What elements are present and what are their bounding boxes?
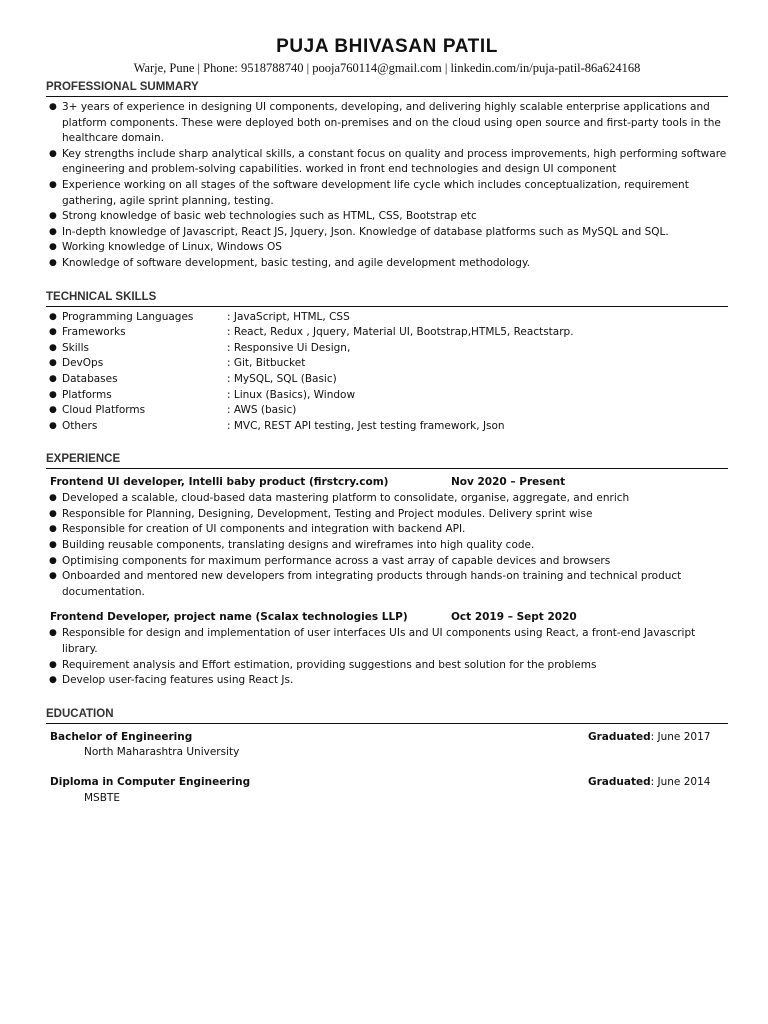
skill-name: Cloud Platforms <box>62 404 146 417</box>
list-item: ● Building reusable components, translating designs and wireframes into high quality code. <box>46 538 728 554</box>
bullet-icon: ● <box>49 628 57 639</box>
skill-row <box>46 388 728 404</box>
skill-row <box>46 341 728 357</box>
skill-value: : MVC, REST API testing, Jest testing framework, Json <box>227 419 505 432</box>
bullet-icon: ● <box>49 540 57 551</box>
section-divider <box>46 468 728 469</box>
skill-name: Platforms <box>62 388 112 401</box>
bullet-icon: ● <box>49 211 57 222</box>
skill-name: DevOps <box>62 357 104 370</box>
skill-value: : Git, Bitbucket <box>227 357 306 370</box>
degree-name: Diploma in Computer Engineering <box>50 776 251 788</box>
school-name: North Maharashtra University <box>84 746 240 759</box>
bullet-icon: ● <box>49 102 57 112</box>
job-role: Frontend UI developer, Intelli baby product (firstcry.com) <box>50 476 389 489</box>
bullet-icon: ● <box>49 493 57 504</box>
bullet-icon: ● <box>49 148 57 159</box>
skill-name: Others <box>62 419 98 432</box>
section-title-summary: PROFESSIONAL SUMMARY <box>46 81 199 93</box>
bullet-icon: ● <box>49 179 57 190</box>
skill-value: : MySQL, SQL (Basic) <box>227 372 337 385</box>
bullet-icon: ● <box>49 358 57 369</box>
list-item: ● Develop user-facing features using React Js. <box>46 673 728 689</box>
skill-row <box>46 419 728 435</box>
list-item: ● Strong knowledge of basic web technologies such as HTML, CSS, Bootstrap etc <box>46 209 728 225</box>
skill-name: Programming Languages <box>62 310 194 323</box>
education-entry <box>46 730 728 746</box>
list-item: ● Responsible for design and implementation of user interfaces UIs and UI components using React, a front-end Javascript library. <box>49 627 696 656</box>
list-item: ● Responsible for Planning, Designing, Development, Testing and Project modules. Delivery sprint wise <box>46 507 728 523</box>
job-role: Frontend Developer, project name (Scalax technologies LLP) <box>50 611 408 624</box>
list-item: ● Working knowledge of Linux, Windows OS <box>46 240 728 256</box>
skill-name: Databases <box>62 372 118 385</box>
education-entry <box>46 775 728 791</box>
list-item: ● Responsible for creation of UI components and integration with backend API. <box>46 522 728 538</box>
skill-row <box>46 356 728 372</box>
list-item: ● Experience working on all stages of the software development life cycle which includes conceptualization, requirement gathering, agile sprint planning, testing. <box>49 178 689 207</box>
skill-name: Frameworks <box>62 326 126 339</box>
graduation-date: Graduated: June 2014 <box>588 776 711 788</box>
bullet-icon: ● <box>49 311 57 322</box>
list-item: ● 3+ years of experience in designing UI components, developing, and delivering highly scalable enterprise applications and platform components. These were deployed both on-premises and on the cloud using open source and first-party tools in the healthcare domain. <box>49 101 721 145</box>
job-duties-list <box>46 626 728 688</box>
job-header <box>46 475 728 490</box>
skill-row <box>46 325 728 341</box>
bullet-icon: ● <box>49 405 57 416</box>
contact-line: Warje, Pune | Phone: 9518788740 | pooja760114@gmail.com | linkedin.com/in/puja-patil-86a624168 <box>133 61 641 75</box>
bullet-icon: ● <box>49 389 57 400</box>
bullet-icon: ● <box>49 342 57 353</box>
section-divider <box>46 723 728 724</box>
section-title-education: EDUCATION <box>46 707 114 720</box>
graduation-date: Graduated: June 2017 <box>588 730 711 743</box>
list-item: ● Optimising components for maximum performance across a vast array of capable devices and browsers <box>46 554 728 570</box>
skill-value: : Linux (Basics), Window <box>227 388 356 401</box>
bullet-icon: ● <box>49 508 57 519</box>
list-item: ● Developed a scalable, cloud-based data mastering platform to consolidate, organise, aggregate, and enrich <box>46 491 728 507</box>
skill-value: : JavaScript, HTML, CSS <box>227 310 350 323</box>
list-item: ● Requirement analysis and Effort estimation, providing suggestions and best solution for the problems <box>46 658 728 674</box>
section-title-skills: TECHNICAL SKILLS <box>46 290 157 303</box>
skill-row <box>46 310 728 326</box>
candidate-name: PUJA BHIVASAN PATIL <box>276 36 498 57</box>
job-dates: Oct 2019 – Sept 2020 <box>451 611 577 624</box>
list-item: ● In-depth knowledge of Javascript, React JS, Jquery, Json. Knowledge of database platforms such as MySQL and SQL. <box>46 225 728 241</box>
bullet-icon: ● <box>49 659 57 670</box>
bullet-icon: ● <box>49 257 57 268</box>
bullet-icon: ● <box>49 226 57 237</box>
summary-list <box>46 100 728 272</box>
bullet-icon: ● <box>49 242 57 253</box>
list-item: ● Key strengths include sharp analytical skills, a constant focus on quality and process improvements, high performing software engineering and problem-solving capabilities. worked in front end technologies and design UI component <box>49 147 727 176</box>
list-item: ● Knowledge of software development, basic testing, and agile development methodology. <box>46 256 728 272</box>
bullet-icon: ● <box>49 555 57 566</box>
school-name: MSBTE <box>84 791 120 804</box>
bullet-icon: ● <box>49 327 57 338</box>
skill-name: Skills <box>62 341 89 354</box>
bullet-icon: ● <box>49 524 57 535</box>
skill-value: : React, Redux , Jquery, Material UI, Bootstrap,HTML5, Reactstarp. <box>227 326 574 339</box>
skill-row <box>46 372 728 388</box>
section-divider <box>46 306 728 307</box>
degree-name: Bachelor of Engineering <box>50 730 193 743</box>
job-dates: Nov 2020 – Present <box>451 476 566 489</box>
section-divider <box>46 96 728 97</box>
list-item: ● Onboarded and mentored new developers from integrating products through hands-on training and technical product documentation. <box>49 570 682 598</box>
section-title-experience: EXPERIENCE <box>46 453 121 466</box>
skills-list <box>46 310 728 435</box>
bullet-icon: ● <box>49 373 57 384</box>
bullet-icon: ● <box>49 571 57 582</box>
bullet-icon: ● <box>49 420 57 431</box>
skill-value: : AWS (basic) <box>227 404 297 417</box>
skill-row <box>46 403 728 419</box>
bullet-icon: ● <box>49 675 57 686</box>
job-header <box>46 610 728 625</box>
skill-value: : Responsive Ui Design, <box>227 341 351 354</box>
job-duties-list <box>46 491 728 600</box>
